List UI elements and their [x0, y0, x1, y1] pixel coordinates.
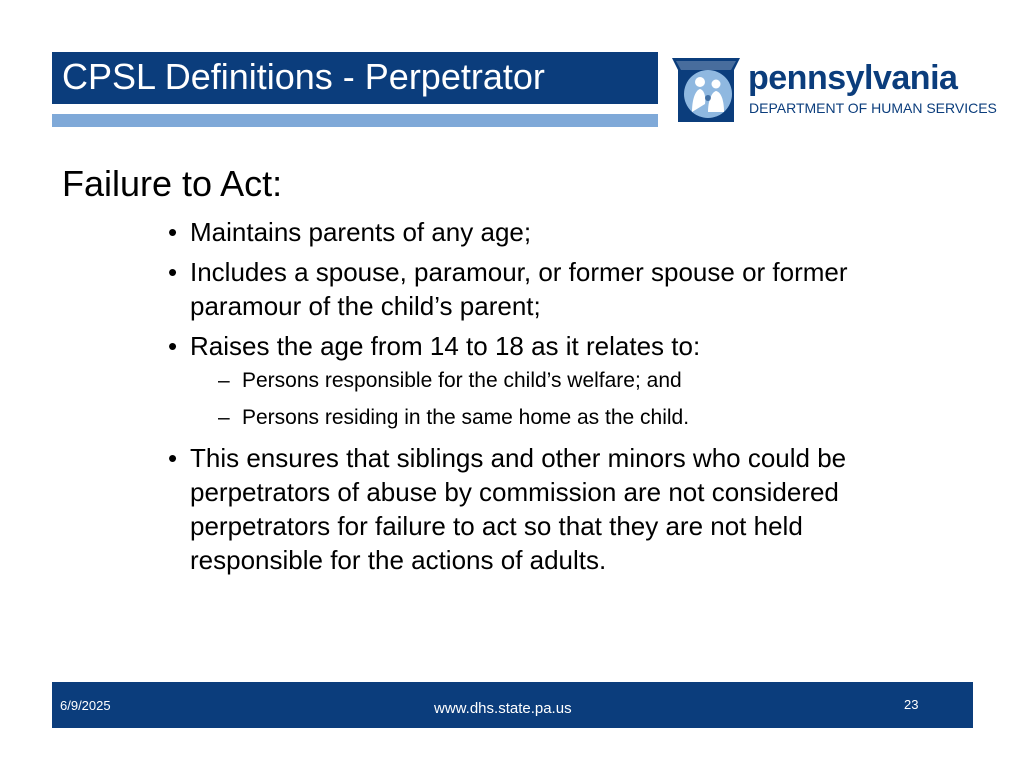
section-heading: Failure to Act:	[62, 163, 283, 204]
bullet-item	[168, 329, 928, 363]
sub-bullet-item	[168, 367, 928, 395]
logo-state-name: pennsylvania	[748, 59, 958, 97]
bullet-dot-icon: •	[168, 443, 178, 473]
sub-bullet-item	[168, 404, 928, 432]
footer-bar	[52, 682, 973, 728]
keystone-family-icon	[670, 54, 742, 126]
logo-department-name: DEPARTMENT OF HUMAN SERVICES	[749, 100, 997, 116]
page-number: 23	[904, 697, 919, 712]
bullet-text: Raises the age from 14 to 18 as it relates to:	[190, 331, 701, 361]
bullet-text: Includes a spouse, paramour, or former spouse or former paramour of the child’s parent;	[190, 257, 848, 321]
footer-date: 6/9/2025	[60, 698, 111, 713]
bullet-dot-icon: •	[168, 257, 178, 287]
sub-bullet-text: Persons responsible for the child’s welfare; and	[242, 369, 682, 392]
bullet-text: Maintains parents of any age;	[190, 217, 532, 247]
bullet-dot-icon: •	[168, 217, 178, 247]
bullet-item	[168, 215, 928, 249]
bullet-item	[168, 255, 928, 323]
bullet-dot-icon: •	[168, 331, 178, 361]
sub-bullet-text: Persons residing in the same home as the child.	[242, 406, 690, 429]
title-bar	[52, 52, 658, 104]
dash-icon: –	[218, 369, 230, 392]
bullet-list	[168, 215, 928, 583]
dash-icon: –	[218, 406, 230, 429]
title-underline-bar	[52, 114, 658, 127]
slide-title: CPSL Definitions - Perpetrator	[62, 56, 545, 97]
footer-url: www.dhs.state.pa.us	[434, 700, 572, 717]
dhs-logo	[670, 54, 1010, 130]
bullet-item	[168, 441, 928, 577]
bullet-text: This ensures that siblings and other minors who could be perpetrators of abuse by commission are not considered perpetrators for failure to act so that they are not held responsible for the actions of adults.	[190, 443, 847, 575]
